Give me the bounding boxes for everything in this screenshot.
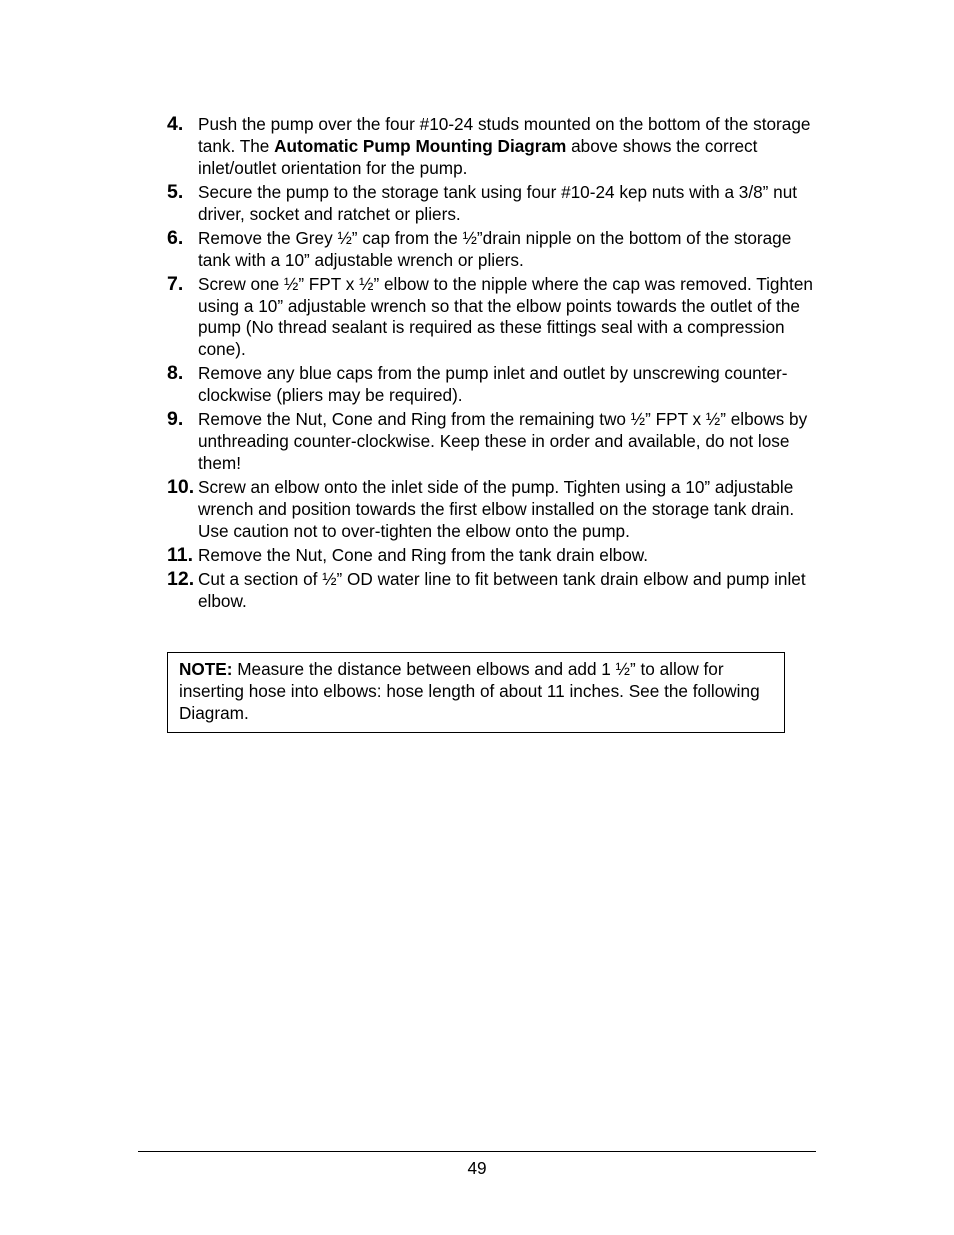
step-9 (167, 409, 817, 474)
step-12 (167, 569, 817, 613)
step-10 (167, 477, 817, 542)
step-text: Remove the Grey ½” cap from the ½”drain nipple on the bottom of the storage tank with a 10” adjustable wrench or pliers. (198, 227, 792, 270)
instruction-steps (167, 114, 817, 615)
step-number: 4. (167, 113, 184, 135)
step-number: 8. (167, 362, 184, 385)
note-label: NOTE: (179, 659, 233, 679)
step-6 (167, 228, 817, 272)
step-text-part: above shows the correct inlet/outlet orientation for the pump. (198, 135, 758, 178)
footer-divider (138, 1151, 816, 1152)
step-4 (167, 114, 817, 179)
step-number: 7. (167, 272, 184, 295)
step-5 (167, 182, 817, 226)
step-8 (167, 363, 817, 407)
step-text: Remove the Nut, Cone and Ring from the remaining two ½” FPT x ½” elbows by unthreading counter-clockwise. Keep these in order and available, do not lose them! (198, 409, 808, 473)
page-number: 49 (467, 1158, 487, 1178)
step-text: Cut a section of ½” OD water line to fit between tank drain elbow and pump inlet elbow. (198, 569, 806, 611)
step-number: 11. (167, 543, 194, 566)
step-7 (167, 274, 817, 361)
step-text: Remove any blue caps from the pump inlet and outlet by unscrewing counter-clockwise (pliers may be required). (198, 363, 788, 406)
step-text-part: Push the pump over the four #10-24 studs mounted on the bottom of the storage tank. The (198, 114, 811, 156)
step-text: Screw an elbow onto the inlet side of the pump. Tighten using a 10” adjustable wrench and position towards the first elbow installed on the storage tank drain. Use caution not to over-tighten the elbow onto the pump. (198, 477, 795, 541)
step-text: Remove the Nut, Cone and Ring from the tank drain elbow. (198, 544, 648, 565)
step-11 (167, 545, 817, 567)
step-number: 9. (167, 408, 184, 431)
step-text (198, 114, 810, 178)
note-text: Measure the distance between elbows and add 1 ½” to allow for inserting hose into elbows: hose length of about 11 inches. See the following Diagram. (179, 659, 760, 723)
step-number: 6. (167, 226, 184, 249)
step-number: 10. (167, 476, 195, 499)
diagram-reference: Automatic Pump Mounting Diagram (274, 135, 567, 156)
step-number: 5. (167, 180, 184, 203)
step-text: Screw one ½” FPT x ½” elbow to the nipple where the cap was removed. Tighten using a 10” adjustable wrench so that the elbow points towards the outlet of the pump (No thread sealant is required as these fittings seal with a compression cone). (198, 273, 813, 360)
step-text: Secure the pump to the storage tank using four #10-24 kep nuts with a 3/8” nut driver, socket and ratchet or pliers. (198, 181, 798, 224)
note-box (167, 652, 785, 733)
step-number: 12. (167, 568, 195, 591)
